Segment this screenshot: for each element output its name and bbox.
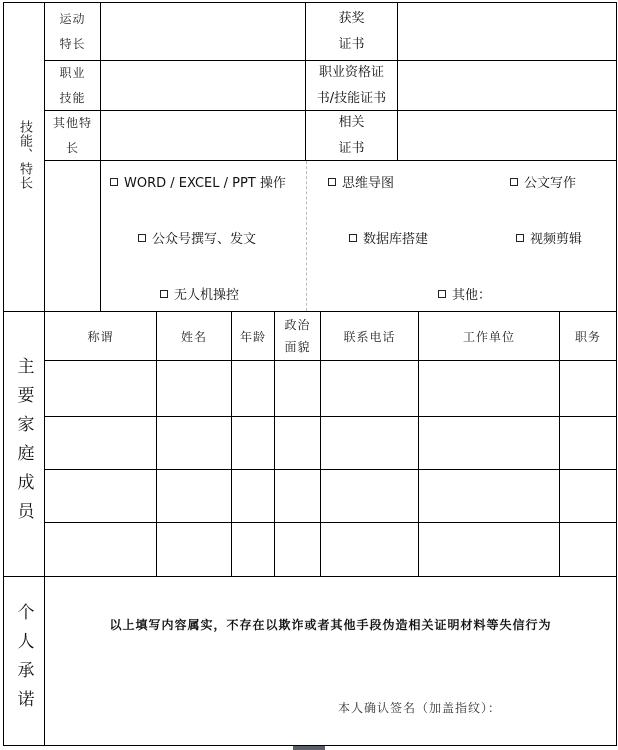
family-section-label: 主要家庭成员 [13, 357, 34, 531]
option-label: 其他： [452, 288, 492, 303]
qualification-certificate-label: 职业资格证 书/技能证书 [316, 64, 387, 106]
checkbox-icon [110, 178, 118, 186]
related-certificate-label: 相关 证书 [338, 114, 365, 156]
header-name: 姓名 [180, 329, 207, 344]
option-label: WORD / EXCEL / PPT 操作 [124, 176, 286, 191]
qualification-certificate-field[interactable] [398, 61, 616, 110]
option-other[interactable] [438, 284, 491, 303]
table-row[interactable] [45, 417, 616, 469]
option-wechat-writing[interactable] [138, 228, 256, 247]
option-video-editing[interactable] [516, 228, 582, 247]
table-row[interactable] [45, 361, 616, 416]
signature-label: 本人确认签名（加盖指纹）： [338, 701, 502, 715]
grid-line [44, 160, 616, 161]
checkbox-icon [438, 290, 446, 298]
promise-section-label: 个人承诺 [13, 603, 34, 719]
table-row[interactable] [45, 470, 616, 522]
option-label: 公文写作 [524, 176, 577, 191]
header-relation: 称谓 [87, 329, 114, 344]
checkbox-icon [138, 234, 146, 242]
checkbox-icon [516, 234, 524, 242]
checkbox-icon [510, 178, 518, 186]
skills-section-label: 技能、特长 [17, 120, 32, 190]
option-label: 思维导图 [342, 176, 395, 191]
option-office[interactable] [110, 172, 286, 191]
professional-skill-label: 职业 技能 [59, 65, 86, 105]
option-official-writing[interactable] [510, 172, 576, 191]
award-certificate-label: 获奖 证书 [338, 10, 365, 52]
header-phone: 联系电话 [343, 329, 396, 344]
grid-line [44, 576, 45, 746]
option-mind-map[interactable] [328, 172, 394, 191]
option-label: 数据库搭建 [363, 232, 429, 247]
other-specialty-label: 其他特 长 [52, 115, 92, 155]
grid-line [3, 576, 617, 577]
other-specialty-field[interactable] [101, 111, 305, 160]
option-label: 公众号撰写、发文 [152, 232, 257, 247]
option-label: 视频剪辑 [530, 232, 583, 247]
header-employer: 工作单位 [462, 329, 515, 344]
header-age: 年龄 [239, 329, 266, 344]
page-edge-marker [293, 746, 325, 750]
checkbox-icon [328, 178, 336, 186]
professional-skill-field[interactable] [101, 61, 305, 110]
signature-field[interactable] [520, 694, 610, 720]
grid-line [616, 2, 617, 746]
sports-specialty-label: 运动 特长 [59, 11, 86, 51]
checkbox-icon [349, 234, 357, 242]
option-label: 无人机操控 [174, 288, 240, 303]
checkbox-icon [160, 290, 168, 298]
header-political-status: 政治 面貌 [284, 318, 311, 354]
sports-specialty-field[interactable] [101, 3, 305, 60]
related-certificate-field[interactable] [398, 111, 616, 160]
grid-line [306, 161, 307, 311]
option-database[interactable] [349, 228, 428, 247]
option-drone[interactable] [160, 284, 239, 303]
award-certificate-field[interactable] [398, 3, 616, 60]
promise-statement: 以上填写内容属实，不存在以欺诈或者其他手段伪造相关证明材料等失信行为 [109, 617, 552, 632]
header-position: 职务 [574, 329, 601, 344]
table-row[interactable] [45, 523, 616, 576]
